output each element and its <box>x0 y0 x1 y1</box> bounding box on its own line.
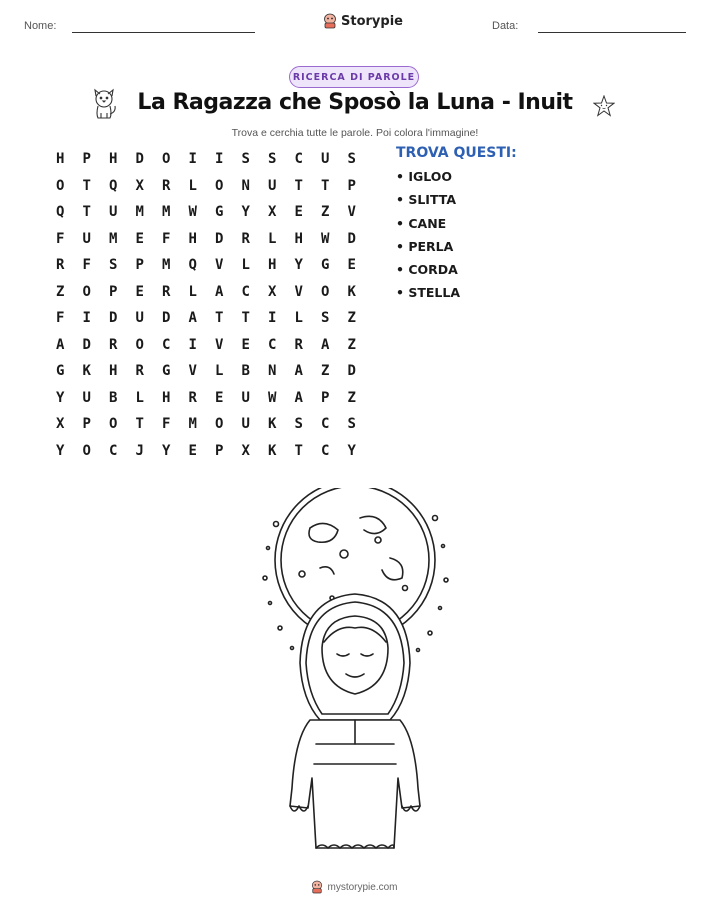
grid-cell[interactable]: S <box>241 151 250 168</box>
grid-cell[interactable]: T <box>82 204 91 221</box>
grid-cell[interactable]: X <box>268 283 277 300</box>
grid-cell[interactable]: U <box>109 204 118 221</box>
grid-cell[interactable]: E <box>135 230 144 247</box>
grid-cell[interactable]: X <box>268 204 277 221</box>
grid-cell[interactable]: L <box>268 230 277 247</box>
word-list-item: • STELLA <box>396 285 461 301</box>
grid-cell[interactable]: D <box>109 310 118 327</box>
grid-cell[interactable]: L <box>294 310 303 327</box>
grid-cell[interactable]: Z <box>347 336 356 353</box>
grid-cell[interactable]: H <box>294 230 303 247</box>
grid-cell[interactable]: Y <box>347 442 356 459</box>
grid-cell[interactable]: F <box>56 230 65 247</box>
grid-cell[interactable]: F <box>56 310 65 327</box>
grid-cell[interactable]: Y <box>162 442 171 459</box>
grid-cell[interactable]: V <box>294 283 303 300</box>
grid-cell[interactable]: X <box>241 442 250 459</box>
star-icon <box>593 95 615 117</box>
grid-cell[interactable]: H <box>162 389 171 406</box>
grid-cell[interactable]: C <box>241 283 250 300</box>
grid-cell[interactable]: W <box>268 389 277 406</box>
grid-cell[interactable]: T <box>82 177 91 194</box>
grid-cell[interactable]: K <box>268 442 277 459</box>
grid-cell[interactable]: C <box>109 442 118 459</box>
word-search-grid <box>47 146 369 464</box>
grid-cell[interactable]: C <box>294 151 303 168</box>
grid-cell[interactable]: T <box>215 310 224 327</box>
grid-cell[interactable]: G <box>162 363 171 380</box>
name-label: Nome: <box>24 20 57 32</box>
grid-cell[interactable]: K <box>82 363 91 380</box>
grid-cell[interactable]: X <box>135 177 144 194</box>
grid-cell[interactable]: L <box>135 389 144 406</box>
grid-cell[interactable]: Y <box>241 204 250 221</box>
grid-cell[interactable]: P <box>109 283 118 300</box>
page-footer <box>0 880 709 894</box>
grid-cell[interactable]: L <box>241 257 250 274</box>
grid-cell[interactable]: U <box>82 389 91 406</box>
grid-cell[interactable]: I <box>82 310 91 327</box>
page-title: La Ragazza che Sposò la Luna - Inuit <box>137 90 573 115</box>
grid-cell[interactable]: O <box>82 442 91 459</box>
grid-cell[interactable]: D <box>347 230 356 247</box>
grid-cell[interactable]: T <box>294 442 303 459</box>
grid-cell[interactable]: A <box>321 336 330 353</box>
worksheet-header <box>0 0 709 50</box>
grid-cell[interactable]: O <box>215 416 224 433</box>
grid-cell[interactable]: R <box>162 283 171 300</box>
storypie-mascot-icon <box>323 13 337 29</box>
grid-cell[interactable]: H <box>109 363 118 380</box>
brand-name: Storypie <box>341 13 403 29</box>
grid-cell[interactable]: G <box>56 363 65 380</box>
grid-cell[interactable]: R <box>162 177 171 194</box>
grid-cell[interactable]: T <box>294 177 303 194</box>
grid-cell[interactable]: V <box>215 257 224 274</box>
date-line[interactable] <box>538 32 686 33</box>
storypie-mascot-icon <box>311 880 323 894</box>
word-list <box>396 145 517 309</box>
grid-cell[interactable]: P <box>82 416 91 433</box>
grid-cell[interactable]: D <box>135 151 144 168</box>
date-label: Data: <box>492 20 519 32</box>
grid-cell[interactable]: I <box>215 151 224 168</box>
word-list-item: • PERLA <box>396 238 454 254</box>
grid-cell[interactable]: L <box>188 177 197 194</box>
grid-cell[interactable]: S <box>347 416 356 433</box>
grid-cell[interactable]: N <box>268 363 277 380</box>
grid-cell[interactable]: M <box>109 230 118 247</box>
grid-cell[interactable]: P <box>82 151 91 168</box>
grid-cell[interactable]: B <box>109 389 118 406</box>
grid-cell[interactable]: E <box>294 204 303 221</box>
grid-cell[interactable]: E <box>241 336 250 353</box>
grid-cell[interactable]: B <box>241 363 250 380</box>
grid-cell[interactable]: K <box>268 416 277 433</box>
grid-cell[interactable]: U <box>321 151 330 168</box>
grid-cell[interactable]: A <box>56 336 65 353</box>
grid-cell[interactable]: R <box>135 363 144 380</box>
grid-cell[interactable]: F <box>82 257 91 274</box>
grid-cell[interactable]: G <box>321 257 330 274</box>
grid-cell[interactable]: P <box>347 177 356 194</box>
grid-cell[interactable]: P <box>135 257 144 274</box>
grid-cell[interactable]: R <box>241 230 250 247</box>
grid-cell[interactable]: N <box>241 177 250 194</box>
grid-cell[interactable]: R <box>294 336 303 353</box>
grid-cell[interactable]: S <box>294 416 303 433</box>
grid-cell[interactable]: Y <box>56 442 65 459</box>
grid-cell[interactable]: Z <box>347 389 356 406</box>
grid-cell[interactable]: T <box>241 310 250 327</box>
grid-cell[interactable]: I <box>268 310 277 327</box>
grid-cell[interactable]: P <box>321 389 330 406</box>
grid-cell[interactable]: S <box>268 151 277 168</box>
grid-cell[interactable]: F <box>162 230 171 247</box>
grid-cell[interactable]: X <box>56 416 65 433</box>
brand-logo <box>323 13 403 29</box>
grid-cell[interactable]: J <box>135 442 144 459</box>
grid-cell[interactable]: D <box>82 336 91 353</box>
grid-cell[interactable]: R <box>56 257 65 274</box>
grid-cell[interactable]: H <box>56 151 65 168</box>
grid-cell[interactable]: Z <box>347 310 356 327</box>
word-list-title: TROVA QUESTI: <box>396 145 517 161</box>
grid-cell[interactable]: M <box>188 416 197 433</box>
grid-cell[interactable]: E <box>215 389 224 406</box>
grid-cell[interactable]: U <box>241 416 250 433</box>
grid-cell[interactable]: Y <box>294 257 303 274</box>
grid-cell[interactable]: I <box>188 336 197 353</box>
grid-cell[interactable]: R <box>188 389 197 406</box>
footer-url[interactable]: mystorypie.com <box>327 881 398 893</box>
grid-cell[interactable]: D <box>162 310 171 327</box>
grid-cell[interactable]: C <box>268 336 277 353</box>
grid-cell[interactable]: H <box>109 151 118 168</box>
grid-cell[interactable]: A <box>294 389 303 406</box>
word-list-item: • CANE <box>396 215 447 231</box>
grid-cell[interactable]: Q <box>56 204 65 221</box>
instructions: Trova e cerchia tutte le parole. Poi colora l'immagine! <box>231 127 479 139</box>
grid-cell[interactable]: C <box>162 336 171 353</box>
grid-cell[interactable]: F <box>162 416 171 433</box>
grid-cell[interactable]: O <box>162 151 171 168</box>
grid-cell[interactable]: E <box>347 257 356 274</box>
grid-cell[interactable]: Z <box>321 363 330 380</box>
grid-cell[interactable]: P <box>215 442 224 459</box>
grid-cell[interactable]: A <box>294 363 303 380</box>
grid-cell[interactable]: U <box>241 389 250 406</box>
grid-cell[interactable]: O <box>215 177 224 194</box>
grid-cell[interactable]: Y <box>56 389 65 406</box>
grid-cell[interactable]: L <box>188 283 197 300</box>
grid-cell[interactable]: H <box>268 257 277 274</box>
grid-cell[interactable]: U <box>135 310 144 327</box>
name-line[interactable] <box>72 32 255 33</box>
grid-cell[interactable]: Q <box>109 177 118 194</box>
grid-cell[interactable]: T <box>321 177 330 194</box>
grid-cell[interactable]: D <box>347 363 356 380</box>
grid-cell[interactable]: R <box>109 336 118 353</box>
grid-cell[interactable]: W <box>188 204 197 221</box>
word-list-item: • IGLOO <box>396 169 453 184</box>
grid-cell[interactable]: C <box>321 416 330 433</box>
grid-cell[interactable]: I <box>188 151 197 168</box>
grid-cell[interactable]: K <box>347 283 356 300</box>
inuit-girl-moon-illustration <box>240 488 470 858</box>
grid-cell[interactable]: H <box>188 230 197 247</box>
grid-cell[interactable]: O <box>135 336 144 353</box>
grid-cell[interactable]: U <box>82 230 91 247</box>
grid-cell[interactable]: O <box>56 177 65 194</box>
grid-cell[interactable]: M <box>162 204 171 221</box>
dog-icon <box>90 88 118 120</box>
grid-cell[interactable]: A <box>215 283 224 300</box>
grid-cell[interactable]: L <box>215 363 224 380</box>
grid-cell[interactable]: E <box>135 283 144 300</box>
grid-cell[interactable]: Q <box>188 257 197 274</box>
grid-cell[interactable]: Z <box>56 283 65 300</box>
grid-cell[interactable]: S <box>109 257 118 274</box>
grid-cell[interactable]: W <box>321 230 330 247</box>
grid-cell[interactable]: V <box>188 363 197 380</box>
word-list-item: • SLITTA <box>396 192 457 208</box>
grid-cell[interactable]: O <box>321 283 330 300</box>
grid-cell[interactable]: O <box>82 283 91 300</box>
grid-cell[interactable]: S <box>347 151 356 168</box>
grid-cell[interactable]: E <box>188 442 197 459</box>
grid-cell[interactable]: M <box>162 257 171 274</box>
word-list-item: • CORDA <box>396 262 458 278</box>
grid-cell[interactable]: V <box>347 204 356 221</box>
grid-cell[interactable]: T <box>135 416 144 433</box>
activity-badge: RICERCA DI PAROLE <box>289 66 419 88</box>
grid-cell[interactable]: M <box>135 204 144 221</box>
grid-cell[interactable]: D <box>215 230 224 247</box>
grid-cell[interactable]: Z <box>321 204 330 221</box>
grid-cell[interactable]: V <box>215 336 224 353</box>
grid-cell[interactable]: O <box>109 416 118 433</box>
grid-cell[interactable]: S <box>321 310 330 327</box>
grid-cell[interactable]: C <box>321 442 330 459</box>
grid-cell[interactable]: A <box>188 310 197 327</box>
grid-cell[interactable]: U <box>268 177 277 194</box>
grid-cell[interactable]: G <box>215 204 224 221</box>
